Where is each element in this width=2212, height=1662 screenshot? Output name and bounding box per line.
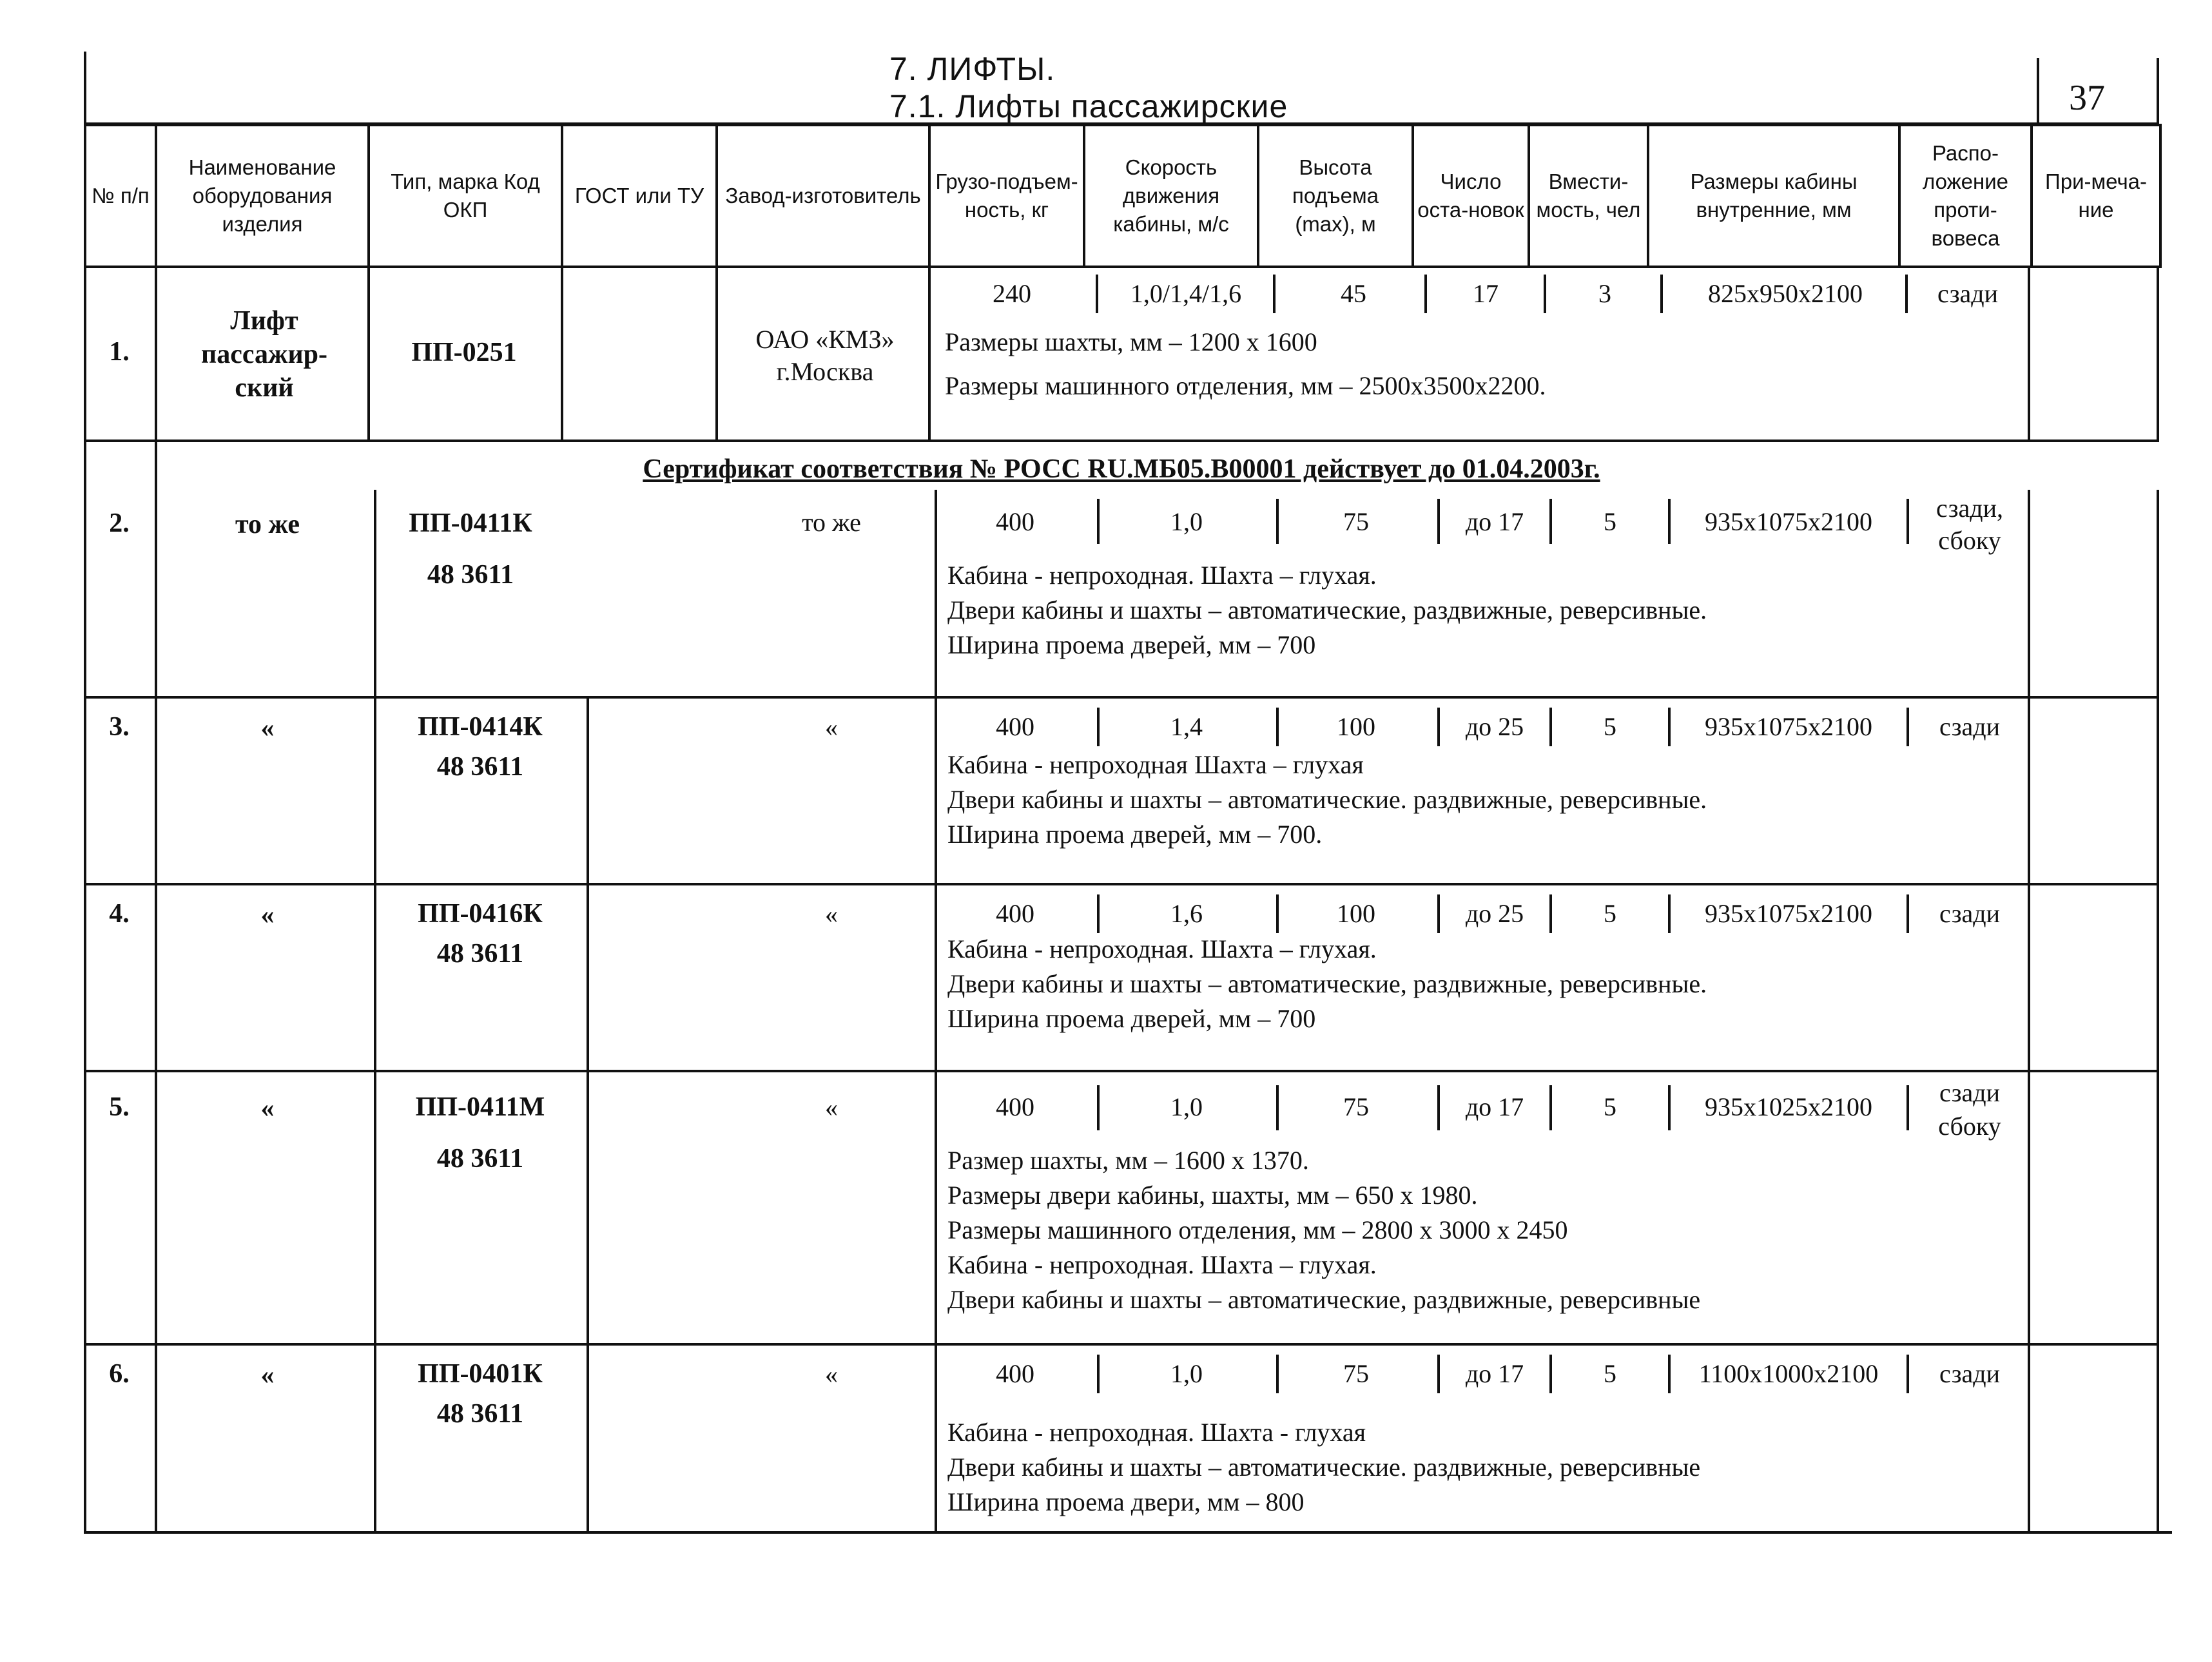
table-row [84,1072,2159,1346]
note-line: Двери кабины и шахты – автоматические, раздвижные, реверсивные. [947,595,1707,624]
speed-value: 1,4 [1170,712,1203,741]
height-value: 75 [1343,507,1369,536]
column-header: № п/п [85,125,156,267]
okp-code: 48 3611 [436,1144,524,1174]
note-line: Размеры шахты, мм – 1200 х 1600 [945,327,1317,356]
row-number: 1. [109,337,130,367]
row-number: 2. [109,508,130,538]
capacity-value: 400 [996,899,1034,928]
manufacturer: « [825,900,838,929]
manufacturer: ОАО «КМЗ» г.Москва [755,325,895,386]
persons-value: 5 [1604,1359,1616,1388]
capacity-value: 240 [993,279,1031,308]
cabin-size-value: 825х950х2100 [1708,279,1863,308]
height-value: 100 [1337,712,1375,741]
row-number: 4. [109,899,130,929]
cabin-size-value: 935х1075х2100 [1705,712,1872,741]
frame-left-top [84,52,86,124]
stops-value: до 25 [1465,712,1524,741]
row-number: 6. [109,1359,130,1389]
type-code: ПП-0401К [418,1359,543,1389]
table-row [84,699,2159,885]
note-line: Кабина - непроходная. Шахта – глухая. [947,561,1377,590]
equipment-name: « [260,1360,275,1390]
page-number: 37 [2069,78,2105,118]
equipment-name: « [260,900,275,930]
capacity-value: 400 [996,1092,1034,1121]
manufacturer: « [825,1093,838,1122]
note-line: Кабина - непроходная. Шахта – глухая. [947,934,1377,963]
column-header: Наименование оборудования изделия [156,125,369,267]
speed-value: 1,0/1,4/1,6 [1130,279,1242,308]
height-value: 100 [1337,899,1375,928]
persons-value: 3 [1598,279,1611,308]
okp-code: 48 3611 [436,939,524,969]
note-line: Ширина проема дверей, мм – 700 [947,630,1316,659]
persons-value: 5 [1604,1092,1616,1121]
persons-value: 5 [1604,712,1616,741]
note-line: Двери кабины и шахты – автоматические. раздвижные, реверсивные. [947,785,1707,814]
note-line: Ширина проема двери, мм – 800 [947,1487,1305,1516]
note-line: Двери кабины и шахты – автоматические. раздвижные, реверсивные [947,1453,1701,1482]
column-header: При-меча-ние [2032,125,2160,267]
table-row [84,266,2159,442]
note-line: Кабина - непроходная. Шахта - глухая [947,1418,1366,1447]
counterweight-value: сзади, сбоку [1936,494,2004,555]
okp-code: 48 3611 [427,560,514,590]
row-number: 5. [109,1092,130,1122]
frame-right-top [2157,58,2159,124]
type-code: ПП-0414К [418,712,543,742]
column-header: Скорость движения кабины, м/с [1084,125,1258,267]
column-header: Число оста-новок [1413,125,1529,267]
note-line: Размер шахты, мм – 1600 х 1370. [947,1146,1309,1175]
persons-value: 5 [1604,899,1616,928]
note-line: Ширина проема дверей, мм – 700. [947,820,1323,849]
table-row [84,1346,2159,1532]
cabin-size-value: 935х1025х2100 [1705,1092,1872,1121]
frame-pagenum-left [2037,58,2039,124]
table-row [84,442,2159,699]
column-header: Тип, марка Код ОКП [369,125,562,267]
cabin-size-value: 935х1075х2100 [1705,899,1872,928]
speed-value: 1,0 [1170,1092,1203,1121]
note-line: Размеры двери кабины, шахты, мм – 650 х 1980. [947,1181,1478,1210]
height-value: 45 [1341,279,1366,308]
stops-value: до 17 [1465,1359,1524,1388]
capacity-value: 400 [996,712,1034,741]
cabin-size-value: 1100х1000х2100 [1698,1359,1879,1388]
column-header: Грузо-подъем-ность, кг [929,125,1084,267]
certificate-notice: Сертификат соответствия № РОСС RU.МБ05.В00001 действует до 01.04.2003г. [643,454,1600,484]
type-code: ПП-0411М [415,1092,545,1122]
note-line: Двери кабины и шахты – автоматические, раздвижные, реверсивные [947,1285,1701,1314]
height-value: 75 [1343,1359,1369,1388]
counterweight-value: сзади [1937,279,1999,308]
persons-value: 5 [1604,507,1616,536]
equipment-name: « [260,1094,275,1123]
note-line: Кабина - непроходная Шахта – глухая [947,750,1364,779]
note-line: Размеры машинного отделения, мм – 2500х3500х2200. [945,371,1546,400]
counterweight-value: сзади [1939,712,2001,741]
speed-value: 1,0 [1170,1359,1203,1388]
okp-code: 48 3611 [436,1399,524,1429]
column-header: Высота подъема (max), м [1258,125,1413,267]
speed-value: 1,6 [1170,899,1203,928]
cabin-size-value: 935х1075х2100 [1705,507,1872,536]
type-code: ПП-0416К [418,899,543,929]
table-bottom-border [84,1531,2172,1534]
section-title: 7. ЛИФТЫ. [889,51,1056,87]
type-code: ПП-0411К [409,508,532,538]
column-header: Завод-изготовитель [717,125,929,267]
equipment-name: то же [235,510,300,539]
stops-value: до 17 [1465,1092,1524,1121]
height-value: 75 [1343,1092,1369,1121]
okp-code: 48 3611 [436,752,524,782]
column-header: Вмести-мость, чел [1529,125,1648,267]
column-header: ГОСТ или ТУ [562,125,717,267]
note-line: Кабина - непроходная. Шахта – глухая. [947,1250,1377,1279]
manufacturer: « [825,1360,838,1389]
stops-value: до 17 [1465,507,1524,536]
stops-value: до 25 [1465,899,1524,928]
column-header: Распо-ложение проти-вовеса [1899,125,2032,267]
counterweight-value: сзади [1939,1359,2001,1388]
capacity-value: 400 [996,1359,1034,1388]
row-number: 3. [109,712,130,742]
type-code: ПП-0251 [411,338,517,367]
capacity-value: 400 [996,507,1034,536]
counterweight-value: сзади [1939,899,2001,928]
manufacturer: « [825,713,838,742]
column-header: Размеры кабины внутренние, мм [1648,125,1899,267]
equipment-name: Лифт пассажир-ский [201,306,327,403]
stops-value: 17 [1473,279,1499,308]
note-line: Двери кабины и шахты – автоматические, раздвижные, реверсивные. [947,969,1707,998]
counterweight-value: сзади сбоку [1938,1078,2001,1141]
section-subtitle: 7.1. Лифты пассажирские [889,88,1288,124]
note-line: Ширина проема дверей, мм – 700 [947,1004,1316,1033]
manufacturer: то же [802,508,861,537]
equipment-name: « [260,713,275,743]
speed-value: 1,0 [1170,507,1203,536]
table-header [84,124,2162,268]
table-row [84,885,2159,1072]
note-line: Размеры машинного отделения, мм – 2800 х 3000 х 2450 [947,1215,1568,1244]
